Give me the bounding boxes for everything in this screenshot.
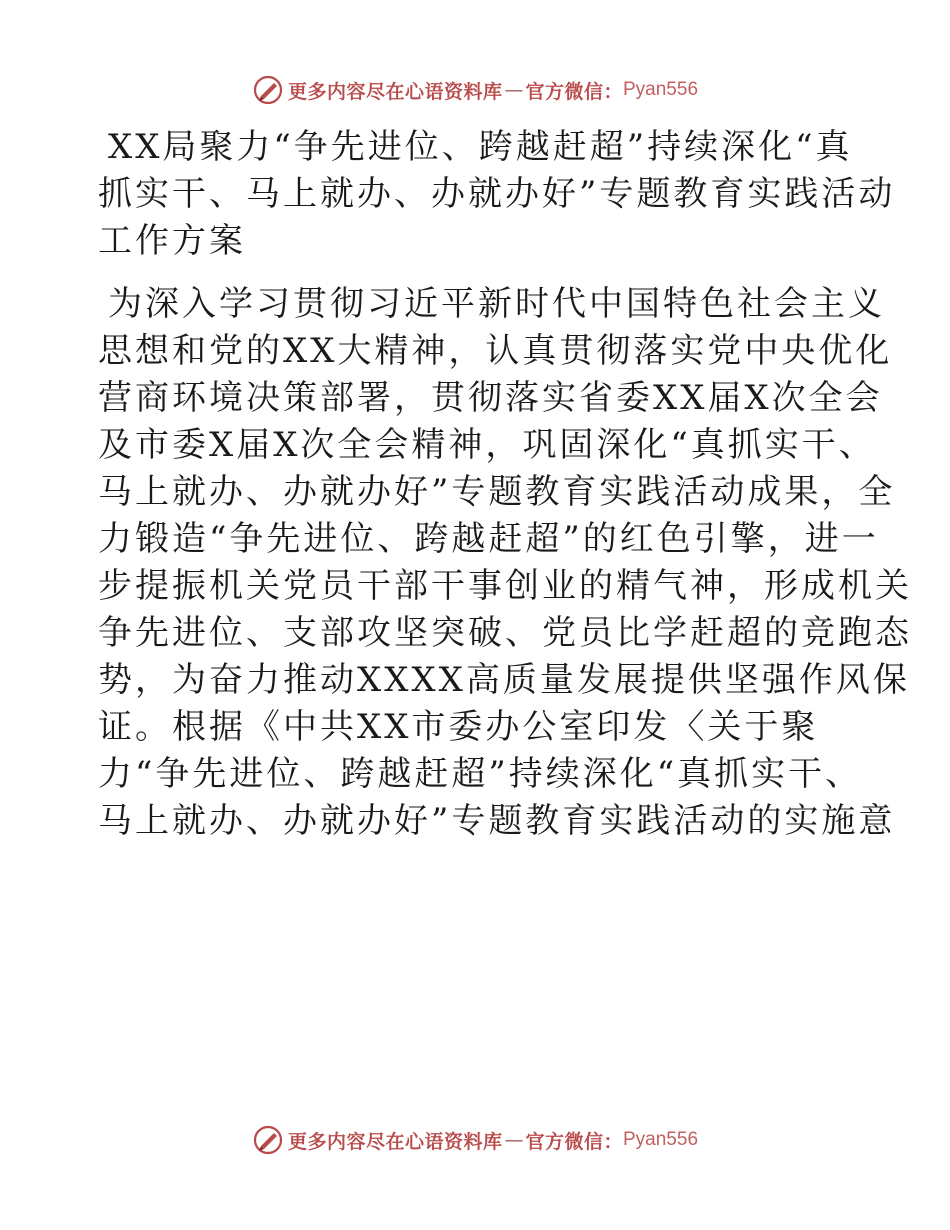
body-line: 营商环境决策部署，贯彻落实省委XX届X次全会 [98, 378, 883, 418]
body-line: 思想和党的XX大精神，认真贯彻落实党中央优化 [98, 331, 893, 371]
body-line: 力锻造“争先进位、跨越赶超”的红色引擎，进一 [98, 519, 879, 559]
body-line: 步提振机关党员干部干事创业的精气神，形成机关 [98, 566, 912, 606]
body-line: 争先进位、支部攻坚突破、党员比学赶超的竞跑态 [98, 613, 912, 653]
document-title [98, 124, 896, 265]
body-line: 马上就办、办就办好”专题教育实践活动成果，全 [98, 472, 896, 512]
banner-contact-label: 官方微信： [525, 1130, 623, 1153]
pen-logo-icon [252, 74, 284, 106]
banner-separator: — [504, 1129, 524, 1151]
body-line: 证。根据《中共XX市委办公室印发〈关于聚 [98, 707, 819, 747]
title-line: XX局聚力“争先进位、跨越赶超”持续深化“真 [108, 127, 853, 167]
banner-text: 更多内容尽在心语资料库 [287, 1130, 503, 1153]
banner-text: 更多内容尽在心语资料库 [287, 80, 503, 103]
document-body [98, 124, 912, 845]
body-paragraph [98, 281, 912, 845]
banner-wechat-handle: Pyan556 [623, 1129, 699, 1150]
body-line: 及市委X届X次全会精神，巩固深化“真抓实干、 [98, 425, 876, 465]
header-watermark-banner [0, 70, 950, 110]
body-line: 势，为奋力推动XXXX高质量发展提供坚强作风保 [98, 660, 910, 700]
banner-separator: — [504, 79, 524, 101]
body-line: 力“争先进位、跨越赶超”持续深化“真抓实干、 [98, 754, 863, 794]
body-line: 为深入学习贯彻习近平新时代中国特色社会主义 [108, 284, 885, 324]
title-line: 抓实干、马上就办、办就办好”专题教育实践活动 [98, 174, 896, 214]
banner-wechat-handle: Pyan556 [623, 79, 699, 100]
pen-logo-icon [252, 1124, 284, 1156]
body-line: 马上就办、办就办好”专题教育实践活动的实施意 [98, 801, 896, 841]
footer-watermark-banner [0, 1120, 950, 1160]
title-line: 工作方案 [98, 221, 246, 261]
banner-contact-label: 官方微信： [525, 80, 623, 103]
